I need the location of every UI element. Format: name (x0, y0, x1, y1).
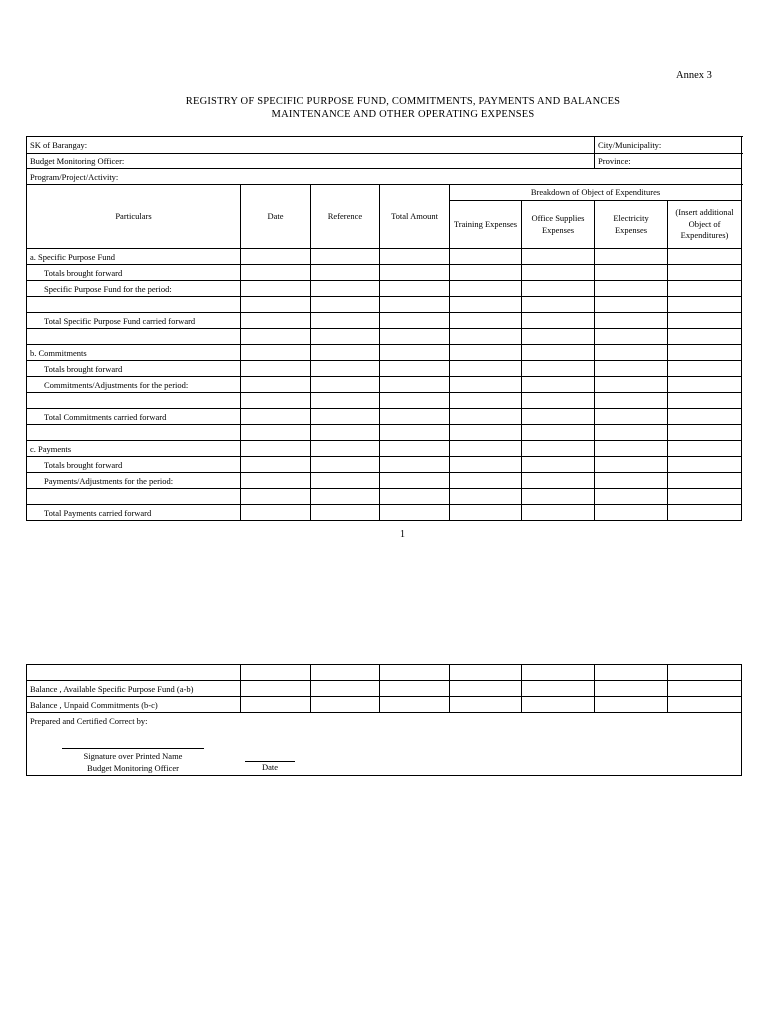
entry-cell[interactable] (595, 249, 668, 265)
entry-cell[interactable] (450, 329, 522, 345)
row-label (27, 393, 241, 409)
entry-cell[interactable] (595, 361, 668, 377)
entry-cell[interactable] (380, 409, 450, 425)
entry-cell[interactable] (595, 377, 668, 393)
row-label (27, 489, 241, 505)
row-label: Specific Purpose Fund for the period: (27, 281, 241, 297)
entry-cell[interactable] (241, 393, 311, 409)
entry-cell[interactable] (311, 665, 380, 681)
entry-cell[interactable] (522, 297, 595, 313)
entry-cell[interactable] (668, 345, 742, 361)
row-label: Total Payments carried forward (27, 505, 241, 521)
officer-label: Budget Monitoring Officer (87, 762, 179, 773)
entry-cell[interactable] (668, 377, 742, 393)
entry-cell[interactable] (522, 665, 595, 681)
entry-cell[interactable] (450, 441, 522, 457)
col-header-insert-additional: (Insert additional Object of Expenditures) (668, 201, 742, 249)
prepared-label: Prepared and Certified Correct by: (30, 716, 148, 726)
page-number: 1 (400, 529, 405, 540)
entry-cell[interactable] (241, 473, 311, 489)
entry-cell[interactable] (450, 681, 522, 697)
entry-cell[interactable] (380, 681, 450, 697)
entry-cell[interactable] (241, 377, 311, 393)
entry-cell[interactable] (311, 409, 380, 425)
entry-cell[interactable] (241, 665, 311, 681)
row-label: Totals brought forward (27, 457, 241, 473)
entry-cell[interactable] (522, 265, 595, 281)
entry-cell[interactable] (595, 265, 668, 281)
table-row (27, 345, 742, 361)
entry-cell[interactable] (380, 489, 450, 505)
entry-cell[interactable] (522, 505, 595, 521)
entry-cell[interactable] (522, 473, 595, 489)
col-header-electricity: Electricity Expenses (595, 201, 668, 249)
entry-cell[interactable] (311, 425, 380, 441)
entry-cell[interactable] (241, 441, 311, 457)
entry-cell[interactable] (595, 345, 668, 361)
entry-cell[interactable] (380, 297, 450, 313)
col-header-reference: Reference (311, 185, 380, 249)
entry-cell[interactable] (241, 697, 311, 713)
table-row (27, 441, 742, 457)
table-row (27, 457, 742, 473)
entry-cell[interactable] (311, 361, 380, 377)
entry-cell[interactable] (595, 489, 668, 505)
table-row (27, 489, 742, 505)
entry-cell[interactable] (522, 361, 595, 377)
entry-cell[interactable] (311, 345, 380, 361)
entry-cell[interactable] (380, 377, 450, 393)
row-label (27, 297, 241, 313)
entry-cell[interactable] (311, 377, 380, 393)
entry-cell[interactable] (668, 313, 742, 329)
entry-cell[interactable] (668, 665, 742, 681)
table-row (27, 409, 742, 425)
entry-cell[interactable] (311, 505, 380, 521)
entry-cell[interactable] (450, 345, 522, 361)
entry-cell[interactable] (241, 409, 311, 425)
entry-cell[interactable] (668, 249, 742, 265)
entry-cell[interactable] (311, 281, 380, 297)
entry-cell[interactable] (595, 441, 668, 457)
entry-cell[interactable] (668, 297, 742, 313)
col-header-particulars: Particulars (27, 185, 241, 249)
entry-cell[interactable] (668, 489, 742, 505)
balance-row (27, 697, 742, 713)
balance-label: Balance , Available Specific Purpose Fund (a-b) (27, 681, 241, 697)
entry-cell[interactable] (522, 313, 595, 329)
entry-cell[interactable] (380, 313, 450, 329)
entry-cell[interactable] (380, 345, 450, 361)
entry-cell[interactable] (450, 297, 522, 313)
row-label: Payments/Adjustments for the period: (27, 473, 241, 489)
entry-cell[interactable] (380, 361, 450, 377)
entry-cell[interactable] (450, 361, 522, 377)
table-row (27, 249, 742, 265)
budget-officer-field[interactable]: Budget Monitoring Officer: (27, 154, 595, 169)
entry-cell[interactable] (380, 249, 450, 265)
entry-cell[interactable] (241, 297, 311, 313)
entry-cell[interactable] (311, 489, 380, 505)
entry-cell[interactable] (241, 249, 311, 265)
city-field[interactable]: City/Municipality: (595, 137, 742, 154)
sk-barangay-field[interactable]: SK of Barangay: (27, 137, 595, 154)
entry-cell[interactable] (522, 425, 595, 441)
entry-cell[interactable] (380, 665, 450, 681)
entry-cell[interactable] (595, 697, 668, 713)
row-label: a. Specific Purpose Fund (27, 249, 241, 265)
entry-cell[interactable] (311, 393, 380, 409)
row-label: b. Commitments (27, 345, 241, 361)
row-label: Commitments/Adjustments for the period: (27, 377, 241, 393)
annex-label: Annex 3 (676, 70, 712, 81)
row-label (27, 329, 241, 345)
entry-cell[interactable] (522, 281, 595, 297)
signature-line[interactable] (62, 748, 204, 749)
table-row (27, 297, 742, 313)
entry-cell[interactable] (450, 249, 522, 265)
entry-cell[interactable] (380, 265, 450, 281)
entry-cell[interactable] (380, 441, 450, 457)
entry-cell[interactable] (380, 281, 450, 297)
balance-row (27, 681, 742, 697)
table-row (27, 473, 742, 489)
entry-cell[interactable] (380, 505, 450, 521)
entry-cell[interactable] (668, 697, 742, 713)
entry-cell[interactable] (450, 265, 522, 281)
entry-cell[interactable] (450, 313, 522, 329)
entry-cell[interactable] (595, 457, 668, 473)
entry-cell[interactable] (380, 393, 450, 409)
entry-cell[interactable] (311, 697, 380, 713)
entry-cell[interactable] (668, 393, 742, 409)
table-row (27, 281, 742, 297)
row-label: Total Commitments carried forward (27, 409, 241, 425)
entry-cell[interactable] (241, 345, 311, 361)
signature-label: Signature over Printed Name (83, 751, 183, 761)
entry-cell[interactable] (668, 361, 742, 377)
entry-cell[interactable] (380, 457, 450, 473)
entry-cell[interactable] (241, 281, 311, 297)
col-header-office-supplies: Office Supplies Expenses (522, 201, 595, 249)
entry-cell[interactable] (380, 329, 450, 345)
page-subtitle: MAINTENANCE AND OTHER OPERATING EXPENSES (271, 109, 535, 120)
program-field[interactable]: Program/Project/Activity: (27, 169, 742, 185)
row-label: c. Payments (27, 441, 241, 457)
entry-cell[interactable] (311, 313, 380, 329)
entry-cell[interactable] (595, 297, 668, 313)
entry-cell[interactable] (241, 505, 311, 521)
row-label (27, 425, 241, 441)
entry-cell[interactable] (450, 665, 522, 681)
entry-cell[interactable] (380, 473, 450, 489)
entry-cell[interactable] (595, 313, 668, 329)
entry-cell[interactable] (241, 265, 311, 281)
col-header-breakdown: Breakdown of Object of Expenditures (450, 185, 742, 201)
entry-cell[interactable] (668, 457, 742, 473)
entry-cell[interactable] (450, 393, 522, 409)
entry-cell[interactable] (595, 409, 668, 425)
entry-cell[interactable] (595, 393, 668, 409)
entry-cell[interactable] (450, 473, 522, 489)
entry-cell[interactable] (595, 665, 668, 681)
entry-cell[interactable] (311, 441, 380, 457)
entry-cell[interactable] (311, 297, 380, 313)
entry-cell[interactable] (522, 377, 595, 393)
entry-cell[interactable] (450, 505, 522, 521)
page-title: REGISTRY OF SPECIFIC PURPOSE FUND, COMMITMENTS, PAYMENTS AND BALANCES (185, 96, 621, 107)
entry-cell[interactable] (668, 473, 742, 489)
table-row (27, 393, 742, 409)
entry-cell[interactable] (668, 681, 742, 697)
entry-cell[interactable] (668, 505, 742, 521)
entry-cell[interactable] (522, 409, 595, 425)
entry-cell[interactable] (450, 377, 522, 393)
entry-cell[interactable] (595, 281, 668, 297)
entry-cell[interactable] (522, 441, 595, 457)
date-label: Date (261, 762, 279, 772)
col-header-training: Training Expenses (450, 201, 522, 249)
entry-cell[interactable] (668, 329, 742, 345)
entry-cell[interactable] (380, 425, 450, 441)
entry-cell[interactable] (380, 697, 450, 713)
entry-cell[interactable] (522, 681, 595, 697)
entry-cell[interactable] (241, 329, 311, 345)
table-row (27, 329, 742, 345)
entry-cell[interactable] (311, 457, 380, 473)
entry-cell[interactable] (450, 409, 522, 425)
entry-cell[interactable] (311, 473, 380, 489)
entry-cell[interactable] (522, 697, 595, 713)
entry-cell[interactable] (450, 281, 522, 297)
entry-cell[interactable] (311, 681, 380, 697)
table-row (27, 505, 742, 521)
entry-cell[interactable] (241, 681, 311, 697)
entry-cell[interactable] (595, 473, 668, 489)
balance-label (27, 665, 241, 681)
province-field[interactable]: Province: (595, 154, 742, 169)
entry-cell[interactable] (241, 457, 311, 473)
row-label: Totals brought forward (27, 361, 241, 377)
entry-cell[interactable] (595, 425, 668, 441)
entry-cell[interactable] (522, 345, 595, 361)
row-label: Total Specific Purpose Fund carried forward (27, 313, 241, 329)
col-header-total-amount: Total Amount (380, 185, 450, 249)
table-row (27, 425, 742, 441)
entry-cell[interactable] (595, 681, 668, 697)
entry-cell[interactable] (595, 505, 668, 521)
col-header-date: Date (241, 185, 311, 249)
entry-cell[interactable] (522, 393, 595, 409)
entry-cell[interactable] (668, 409, 742, 425)
table-row (27, 313, 742, 329)
entry-cell[interactable] (450, 457, 522, 473)
entry-cell[interactable] (522, 329, 595, 345)
balance-row (27, 665, 742, 681)
entry-cell[interactable] (450, 489, 522, 505)
entry-cell[interactable] (241, 313, 311, 329)
table-row (27, 361, 742, 377)
entry-cell[interactable] (668, 265, 742, 281)
entry-cell[interactable] (595, 329, 668, 345)
entry-cell[interactable] (241, 361, 311, 377)
entry-cell[interactable] (668, 281, 742, 297)
entry-cell[interactable] (311, 329, 380, 345)
entry-cell[interactable] (241, 489, 311, 505)
registry-table (26, 136, 742, 521)
entry-cell[interactable] (522, 489, 595, 505)
entry-cell[interactable] (311, 265, 380, 281)
entry-cell[interactable] (668, 441, 742, 457)
entry-cell[interactable] (450, 425, 522, 441)
entry-cell[interactable] (668, 425, 742, 441)
entry-cell[interactable] (311, 249, 380, 265)
table-row (27, 265, 742, 281)
entry-cell[interactable] (450, 697, 522, 713)
entry-cell[interactable] (522, 249, 595, 265)
row-label: Totals brought forward (27, 265, 241, 281)
entry-cell[interactable] (241, 425, 311, 441)
entry-cell[interactable] (522, 457, 595, 473)
balance-label: Balance , Unpaid Commitments (b-c) (27, 697, 241, 713)
table-row (27, 377, 742, 393)
